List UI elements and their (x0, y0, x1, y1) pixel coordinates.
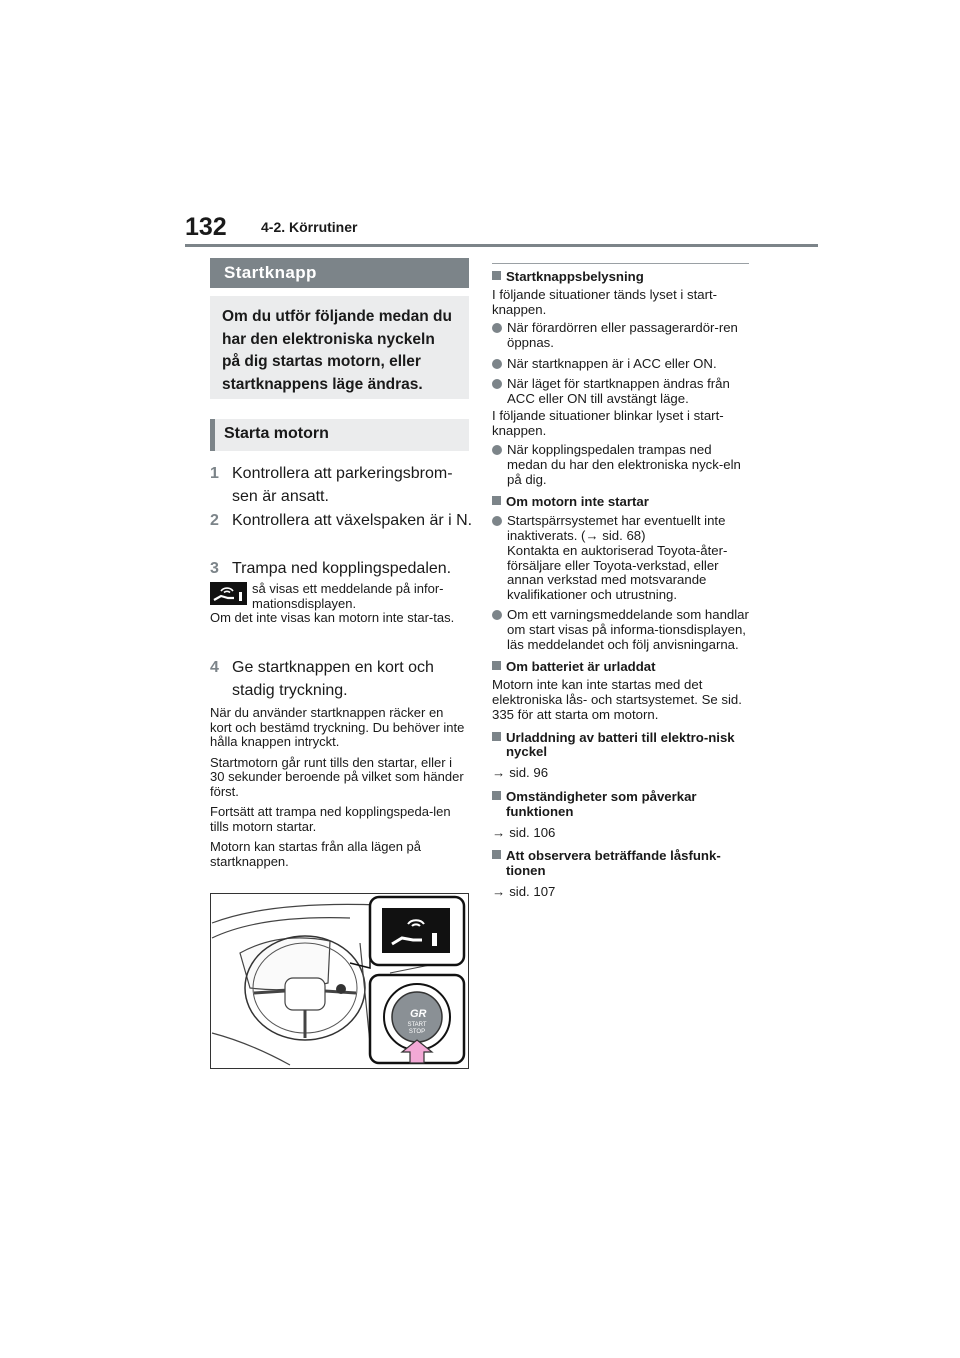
gr-logo-text: GR (410, 1008, 427, 1020)
step-text: Ge startknappen en kort och stadig tryckning. (232, 659, 434, 699)
dashboard-drawing (210, 893, 469, 1069)
section-heading-text: Omständigheter som påverkar funktionen (506, 788, 697, 819)
step-1 (210, 462, 475, 508)
page-ref-line (492, 766, 752, 781)
notes (210, 706, 465, 869)
bullet-text: När läget för startknappen ändras från ACC eller ON till avstängt läge. (507, 375, 730, 406)
paragraph: I följande situationer tänds lyset i start-knappen. (492, 286, 718, 317)
note-text: så visas ett meddelande på infor-mationsdisplayen. (252, 581, 444, 611)
paragraph: I följande situationer blinkar lyset i start-knappen. (492, 408, 724, 439)
section-heading-text: Om batteriet är urladdat (506, 659, 656, 675)
step-4 (210, 656, 475, 702)
section-heading-text: Startknappsbelysning (506, 269, 644, 284)
step-number: 2 (210, 512, 219, 529)
square-bullet-icon (492, 850, 501, 859)
sub-heading: Starta motorn (210, 419, 469, 451)
step-number: 3 (210, 560, 219, 577)
header-rule (185, 244, 818, 247)
bullet-dot-icon (492, 610, 502, 620)
start-label: START (407, 1022, 427, 1028)
note-paragraph: När du använder startknappen räcker en kort och bestämd tryckning. Du behöver inte hålla knappen intryckt. (210, 705, 465, 749)
step-text: Kontrollera att parkeringsbrom-sen är ansatt. (232, 465, 453, 505)
paragraph: Motorn inte kan inte startas med det elektroniska lås- och startsystemet. Se sid. 335 för att starta om motorn. (492, 677, 742, 722)
bullet-dot-icon (492, 379, 502, 389)
section-heading (492, 731, 752, 761)
note-paragraph: Motorn kan startas från alla lägen på startknappen. (210, 839, 422, 869)
square-bullet-icon (492, 496, 501, 505)
step-text: Kontrollera att växelspaken är i N. (232, 512, 473, 529)
step-text: Trampa ned kopplingspedalen. (232, 560, 452, 577)
step-number: 1 (210, 465, 219, 482)
section-title: 4-2. Körrutiner (261, 219, 358, 235)
bullet-item (492, 377, 752, 407)
right-column (492, 270, 752, 900)
arrow-right-icon: → (585, 527, 603, 543)
main-heading: Startknapp (210, 258, 469, 288)
bullet-text: När förardörren eller passagerardör-ren öppnas. (507, 320, 738, 351)
bullet-text-cont: Kontakta en auktoriserad Toyota-åter-försäljare eller Toyota-verkstad, eller annan verkstad med motsvarande kvalifikationer och utrustning. (507, 542, 728, 603)
bullet-text: Startspärrsystemet har eventuellt inte inaktiverats. ( (507, 513, 726, 543)
bullet-dot-icon (492, 445, 502, 455)
page-ref-line (492, 885, 752, 900)
arrow-right-icon: → (492, 765, 506, 781)
stop-label: STOP (408, 1029, 426, 1035)
section-heading (492, 660, 752, 675)
square-bullet-icon (492, 271, 501, 280)
square-bullet-icon (492, 791, 501, 800)
bullet-text: Om ett varningsmeddelande som handlar om start visas på informa-tionsdisplayen, läs meddelandet och följ anvisningarna. (507, 606, 749, 652)
section-heading (492, 495, 752, 510)
page-reference[interactable]: sid. 96 (509, 765, 549, 781)
square-bullet-icon (492, 661, 501, 670)
step-3-note (210, 582, 472, 626)
section-heading-text: Att observera beträffande låsfunk-tionen (506, 848, 721, 879)
page-reference[interactable]: sid. 107 (509, 883, 556, 899)
right-rule (492, 263, 749, 264)
note-text-2: Om det inte visas kan motorn inte star-tas. (210, 610, 455, 625)
section-heading-text: Urladdning av batteri till elektro-nisk nyckel (506, 729, 735, 760)
bullet-text: När startknappen är i ACC eller ON. (507, 355, 717, 371)
bullet-item (492, 608, 752, 652)
step-2 (210, 509, 475, 532)
note-paragraph: Fortsätt att trampa ned kopplingspeda-len tills motorn startar. (210, 804, 451, 834)
section-heading-text: Om motorn inte startar (506, 494, 649, 510)
square-bullet-icon (492, 732, 501, 741)
page-ref-line (492, 826, 752, 841)
bullet-item (492, 443, 752, 487)
arrow-right-icon: → (492, 824, 506, 840)
note-paragraph: Startmotorn går runt tills den startar, eller i 30 sekunder beroende på vilket som händer först. (210, 754, 464, 799)
page-reference[interactable]: sid. 106 (509, 824, 556, 840)
push-clutch-icon (210, 582, 247, 605)
bullet-dot-icon (492, 359, 502, 369)
page-reference[interactable]: sid. 68) (602, 527, 646, 543)
bullet-dot-icon (492, 516, 502, 526)
section-heading (492, 790, 752, 820)
bullet-item (492, 514, 752, 603)
bullet-item (492, 321, 752, 351)
section-heading (492, 849, 752, 879)
bullet-item (492, 357, 752, 372)
step-number: 4 (210, 659, 219, 676)
page-number: 132 (185, 213, 227, 241)
dashboard-illustration (210, 893, 469, 1069)
intro-box: Om du utför följande medan du har den elektroniska nyckeln på dig startas motorn, eller startknappens läge ändras. (210, 296, 469, 399)
step-3 (210, 557, 475, 580)
bullet-dot-icon (492, 323, 502, 333)
arrow-right-icon: → (492, 883, 506, 899)
section-heading (492, 270, 752, 285)
bullet-text: När kopplingspedalen trampas ned medan du har den elektroniska nyck-eln på dig. (507, 441, 741, 487)
